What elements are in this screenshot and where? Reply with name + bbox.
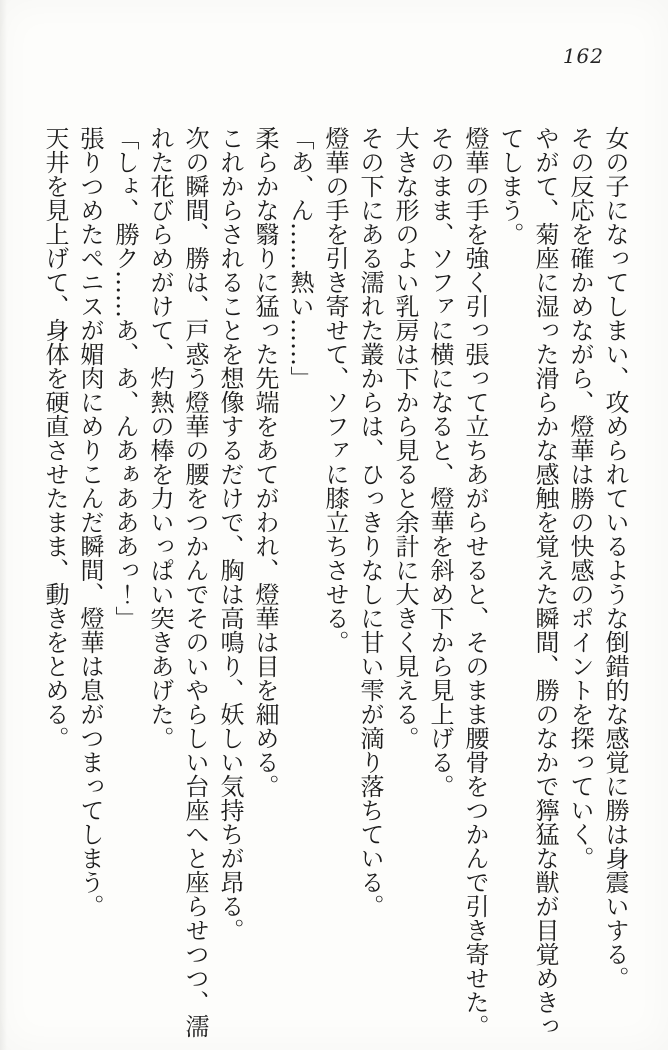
paragraph: 次の瞬間、勝は、戸惑う燈華の腰をつかんでそのいやらしい台座へと座らせつつ、濡れた花びらめがけて、灼熱の棒を力いっぱい突きあげた。 [146,126,209,1038]
paragraph: 大きな形のよい乳房は下から見ると余計に大きく見える。 [391,126,419,750]
paragraph: 女の子になってしまい、攻められているような倒錯的な感覚に勝は身震いする。 [601,126,629,990]
paragraph-dialogue: 「あ、ん……熱い……」 [286,126,314,390]
binding-shadow [0,0,7,1050]
paragraph: 天井を見上げて、身体を硬直させたまま、動きをとめる。 [41,126,69,750]
paragraph: これからされることを想像するだけで、胸は高鳴り、妖しい気持ちが昂る。 [216,126,244,942]
paragraph: 張りつめたペニスが媚肉にめりこんだ瞬間、燈華は息がつまってしまう。 [76,126,104,918]
paragraph-dialogue: 「しょ、勝ク……あ、あ、んあぁあああっ！」 [111,126,139,630]
paragraph: その下にある濡れた叢からは、ひっきりなしに甘い雫が滴り落ちている。 [356,126,384,918]
paragraph: やがて、菊座に湿った滑らかな感触を覚えた瞬間、勝のなかで獰猛な獣が目覚めきってしまう。 [496,126,559,1038]
paragraph: 燈華の手を引き寄せて、ソファに膝立ちさせる。 [321,126,349,654]
paragraph: その反応を確かめながら、燈華は勝の快感のポイントを探っていく。 [566,126,594,870]
paragraph: そのまま、ソファに横になると、燈華を斜め下から見上げる。 [426,126,454,798]
paragraph: 柔らかな翳りに猛った先端をあてがわれ、燈華は目を細める。 [251,126,279,798]
paragraph: 燈華の手を強く引っ張って立ちあがらせると、そのまま腰骨をつかんで引き寄せた。 [461,126,489,1038]
page-number: 162 [562,44,604,68]
body-text [37,126,632,1038]
